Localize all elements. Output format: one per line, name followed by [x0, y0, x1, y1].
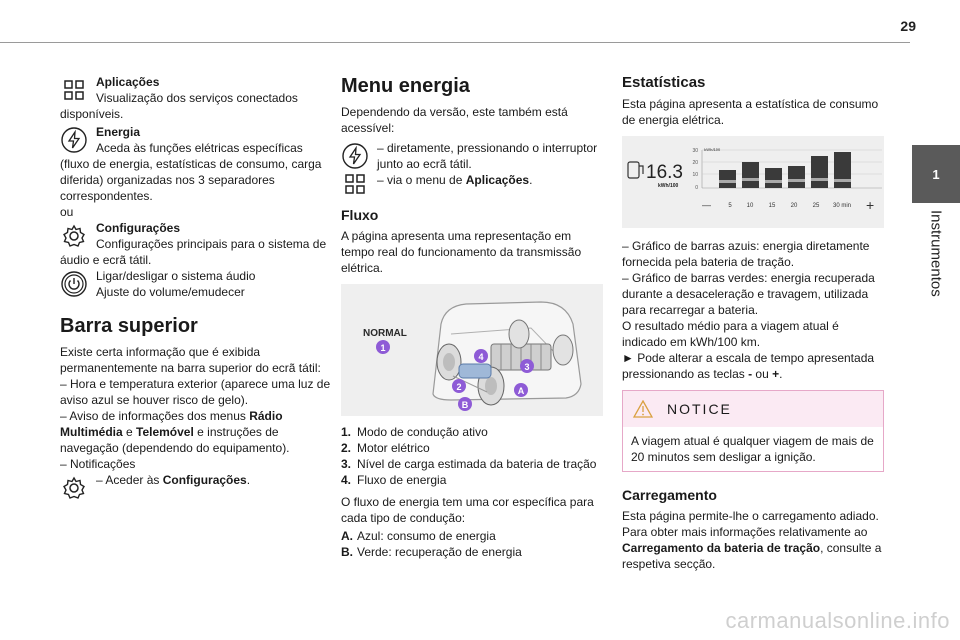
list-item: 1. Modo de condução ativo — [341, 425, 488, 439]
apps-grid-icon — [60, 76, 88, 104]
list-item: 3. Nível de carga estimada da bateria de tração — [341, 457, 597, 471]
config-title: Configurações — [96, 221, 181, 235]
marker-a: A — [517, 386, 525, 396]
list-item: B. Verde: recuperação de energia — [341, 545, 522, 559]
barra-item-2: – Aviso de informações dos menus Rádio Multimédia e Telemóvel e instruções de navegação (dependendo do equipamento). — [60, 409, 290, 455]
settings-gear-icon — [60, 222, 88, 250]
watermark: carmanualsonline.info — [725, 608, 950, 633]
column-3 — [622, 74, 884, 572]
x-tick: 25 — [812, 203, 820, 209]
barra-item-4: – Aceder às Configurações. — [60, 472, 332, 488]
marker-1: 1 — [380, 343, 386, 353]
audio-line2: Ajuste do volume/emudecer — [96, 285, 245, 299]
menu-item-2: – via o menu de Aplicações. — [341, 172, 603, 188]
list-item: A. Azul: consumo de energia — [341, 529, 496, 543]
notice-box — [622, 390, 884, 472]
config-block — [60, 220, 332, 236]
y-tick: 30 — [692, 148, 698, 154]
config-text: Configurações principais para o sistema de áudio e ecrã tátil. — [60, 237, 327, 267]
warning-triangle-icon — [633, 400, 653, 418]
x-tick: 20 — [790, 203, 798, 209]
estat-item-1: – Gráfico de barras azuis: energia diretamente fornecida pela bateria de tração. — [622, 239, 870, 269]
y-tick: 10 — [692, 172, 698, 178]
carregamento-text: Esta página permite-lhe o carregamento adiado. Para obter mais informações relativamente ao Carregamento da bateria de tração, consulte a respetiva secção. — [622, 509, 882, 571]
marker-b: B — [461, 400, 469, 410]
energy-bolt-icon — [60, 126, 88, 154]
mode-label: NORMAL — [363, 328, 407, 339]
energia-title: Energia — [96, 125, 141, 139]
power-knob-icon — [60, 270, 88, 298]
menu-intro: Dependendo da versão, este também está acessível: — [341, 105, 568, 135]
aplicacoes-text: Visualização dos serviços conectados disponíveis. — [60, 91, 298, 121]
notice-text: A viagem atual é qualquer viagem de mais de 20 minutos sem desligar a ignição. — [631, 434, 874, 464]
consumption-chart — [622, 136, 884, 228]
fluxo-color-text: O fluxo de energia tem uma cor específica para cada tipo de condução: — [341, 495, 594, 525]
energia-text: Aceda às funções elétricas específicas (fluxo de energia, estatísticas de consumo, carga diferida) organizadas nos 3 separadores correspondentes. — [60, 141, 322, 203]
energy-bolt-icon — [341, 142, 369, 170]
statistics-widget — [622, 136, 884, 228]
barra-item-1: – Hora e temperatura exterior (aparece uma luz de aviso azul se houver risco de gelo). — [60, 377, 331, 407]
carregamento-heading: Carregamento — [622, 487, 717, 503]
notice-header — [623, 391, 883, 427]
header-rule — [0, 42, 910, 43]
barra-item-3: – Notificações — [60, 457, 136, 471]
audio-block — [60, 268, 332, 300]
estat-item-3: O resultado médio para a viagem atual é indicado em kWh/100 km. — [622, 319, 839, 349]
energia-block — [60, 124, 332, 140]
marker-2: 2 — [456, 382, 462, 392]
ev-charge-icon — [628, 162, 643, 178]
aplicacoes-title: Aplicações — [96, 75, 160, 89]
car-drivetrain-illustration — [341, 284, 603, 416]
chapter-tab: 1 — [912, 145, 960, 203]
fluxo-intro: A página apresenta uma representação em tempo real do funcionamento da transmissão elétrica. — [341, 229, 582, 275]
plus-key[interactable]: + — [866, 197, 875, 213]
apps-grid-icon — [341, 170, 369, 198]
estat-item-2: – Gráfico de barras verdes: energia recuperada durante a desaceleração e travagem, utilizada para recarregar a bateria. — [622, 271, 875, 317]
average-value: 16.3 — [646, 162, 683, 183]
list-item: 4. Fluxo de energia — [341, 473, 447, 487]
column-1 — [60, 74, 332, 488]
barra-intro: Existe certa informação que é exibida permanentemente na barra superior do ecrã tátil: — [60, 345, 321, 375]
column-2 — [341, 74, 603, 560]
marker-3: 3 — [524, 362, 530, 372]
y-tick: 20 — [692, 160, 698, 166]
audio-line1: Ligar/desligar o sistema áudio — [96, 269, 256, 283]
chart-unit: kWh/100 — [704, 147, 721, 152]
barra-superior-heading: Barra superior — [60, 315, 198, 337]
menu-item-1: – diretamente, pressionando o interruptor junto ao ecrã tátil. — [341, 140, 603, 172]
marker-4: 4 — [478, 352, 484, 362]
estatisticas-heading: Estatísticas — [622, 74, 706, 91]
average-unit: kWh/100 — [658, 183, 679, 189]
list-item: 2. Motor elétrico — [341, 441, 430, 455]
menu-energia-heading: Menu energia — [341, 75, 470, 97]
y-tick: 0 — [695, 185, 698, 191]
energy-flow-figure — [341, 284, 603, 416]
notice-title: NOTICE — [667, 401, 732, 417]
fluxo-heading: Fluxo — [341, 207, 379, 223]
x-tick: 15 — [768, 203, 776, 209]
estat-intro: Esta página apresenta a estatística de consumo de energia elétrica. — [622, 97, 879, 127]
aplicacoes-block — [60, 74, 332, 90]
page-number: 29 — [900, 18, 916, 34]
fluxo-legend-list — [341, 424, 603, 488]
estat-item-4: ► Pode alterar a escala de tempo apresentada pressionando as teclas - ou +. — [622, 351, 875, 381]
x-tick: 5 — [728, 203, 732, 209]
minus-key[interactable]: — — [702, 200, 711, 210]
x-tick: 10 — [746, 203, 754, 209]
ou-text: ou — [60, 205, 74, 219]
x-tick: 30 min — [832, 203, 852, 209]
settings-gear-icon — [60, 474, 88, 502]
chapter-label: Instrumentos — [927, 210, 945, 297]
